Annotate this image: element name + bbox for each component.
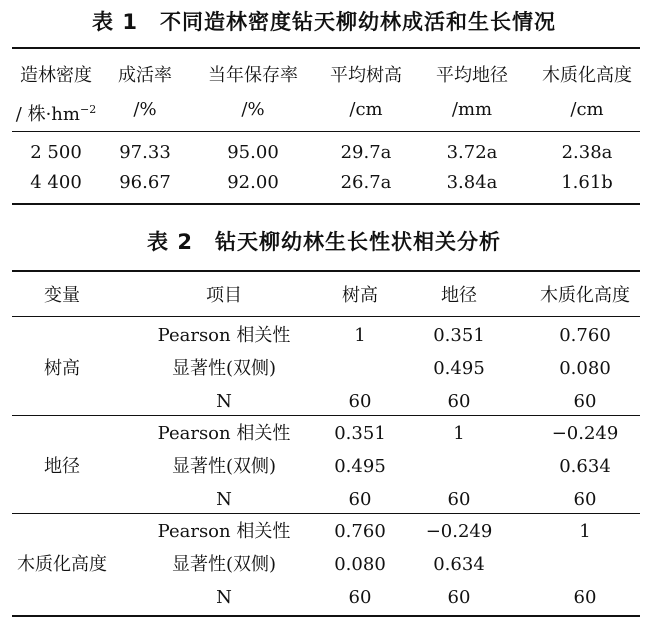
t2-variable-lignified: 木质化高度: [17, 554, 107, 575]
t1-cell: 4 400: [30, 172, 82, 193]
table2-bottom-rule: [12, 615, 640, 617]
t2-cell: 0.351: [433, 325, 485, 346]
t1-header-diameter: 平均地径: [436, 65, 508, 86]
t2-cell: 0.495: [433, 358, 485, 379]
t1-header-height: 平均树高: [330, 65, 402, 86]
t2-cell: 0.080: [559, 358, 611, 379]
t1-cell: 95.00: [227, 142, 279, 163]
t2-header-variable: 变量: [44, 285, 80, 306]
t1-cell: 92.00: [227, 172, 279, 193]
t2-cell: −0.249: [551, 423, 619, 444]
t2-cell: 0.760: [559, 325, 611, 346]
t2-item: Pearson 相关性: [157, 521, 291, 542]
t2-cell: 0.080: [334, 554, 386, 575]
table1-bottom-rule: [12, 203, 640, 205]
table1-caption: 表 1 不同造林密度钻天柳幼林成活和生长情况: [92, 10, 556, 34]
t2-cell: −0.249: [425, 521, 493, 542]
t2-header-height: 树高: [342, 285, 378, 306]
t1-cell: 26.7a: [340, 172, 392, 193]
t2-cell: 1: [579, 521, 591, 542]
t2-cell: 0.495: [334, 456, 386, 477]
t1-header-diameter-unit: /mm: [451, 99, 493, 120]
t2-cell: 0.760: [334, 521, 386, 542]
t2-item: N: [216, 587, 232, 608]
t2-cell: 60: [573, 587, 597, 608]
t2-item: Pearson 相关性: [157, 325, 291, 346]
t2-cell: 60: [573, 391, 597, 412]
table1-top-rule: [12, 47, 640, 49]
t2-item: N: [216, 489, 232, 510]
t1-cell: 97.33: [119, 142, 171, 163]
t1-header-height-unit: /cm: [349, 99, 383, 120]
t1-cell: 1.61b: [561, 172, 613, 193]
t1-header-retention-unit: /%: [241, 99, 265, 120]
t1-cell: 3.84a: [446, 172, 498, 193]
t1-cell: 2.38a: [561, 142, 613, 163]
t2-item: 显著性(双侧): [171, 358, 277, 379]
t1-cell: 29.7a: [340, 142, 392, 163]
t2-cell: 60: [447, 489, 471, 510]
t2-variable-height: 树高: [44, 358, 80, 379]
t2-header-lignified: 木质化高度: [540, 285, 630, 306]
table2-group-rule: [12, 513, 640, 514]
t2-header-diameter: 地径: [441, 285, 477, 306]
t2-cell: 60: [348, 587, 372, 608]
t2-item: 显著性(双侧): [171, 554, 277, 575]
table2-group-rule: [12, 415, 640, 416]
t2-cell: 60: [573, 489, 597, 510]
t2-item: 显著性(双侧): [171, 456, 277, 477]
t1-cell: 96.67: [119, 172, 171, 193]
t2-variable-diameter: 地径: [44, 456, 80, 477]
table2-top-rule: [12, 270, 640, 272]
t2-cell: 1: [354, 325, 366, 346]
t1-header-survival: 成活率: [118, 65, 172, 86]
t2-header-item: 项目: [206, 285, 242, 306]
t1-header-retention: 当年保存率: [208, 65, 298, 86]
t1-header-lignified-unit: /cm: [570, 99, 604, 120]
t2-cell: 0.634: [559, 456, 611, 477]
t2-cell: 60: [348, 391, 372, 412]
t2-cell: 60: [348, 489, 372, 510]
t2-cell: 1: [453, 423, 465, 444]
t2-item: N: [216, 391, 232, 412]
t1-cell: 3.72a: [446, 142, 498, 163]
table2-header-rule: [12, 316, 640, 317]
t2-cell: 0.634: [433, 554, 485, 575]
t2-cell: 60: [447, 391, 471, 412]
t2-cell: 60: [447, 587, 471, 608]
t1-header-survival-unit: /%: [133, 99, 157, 120]
t1-header-density-unit: / 株$\cdot hm^{-2}$: [15, 103, 97, 125]
t2-item: Pearson 相关性: [157, 423, 291, 444]
t2-cell: 0.351: [334, 423, 386, 444]
table1-header-rule: [12, 131, 640, 132]
t1-header-lignified: 木质化高度: [542, 65, 632, 86]
t1-cell: 2 500: [30, 142, 82, 163]
t1-header-density: 造林密度: [20, 65, 92, 86]
table2-caption: 表 2 钻天柳幼林生长性状相关分析: [147, 230, 501, 254]
